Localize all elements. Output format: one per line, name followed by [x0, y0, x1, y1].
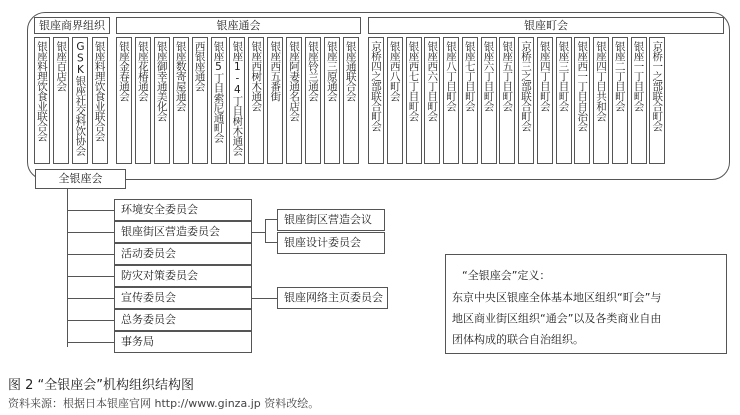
connector-sub-1	[265, 219, 277, 220]
street-member-6: 银座5丁目索尼通町会	[211, 37, 227, 164]
street-member-9: 银座西五番街	[267, 37, 283, 164]
commerce-member-4: 银座料理饮食业联合会	[92, 37, 108, 164]
street-member-11: 银座铃兰通会	[305, 37, 321, 164]
connector-sub-2	[265, 242, 277, 243]
street-member-12: 银座三原通会	[324, 37, 340, 164]
street-member-8: 银座西树木通会	[248, 37, 264, 164]
street-member-4: 银座数寄屋通会	[173, 37, 189, 164]
town-member-1: 京桥四之部联合町会	[368, 37, 384, 164]
branch-6	[67, 320, 114, 321]
connector-publicity	[252, 298, 277, 299]
town-member-13: 银座四丁目共和会	[593, 37, 609, 164]
branch-7	[67, 342, 114, 343]
town-member-7: 银座六丁目町会	[481, 37, 497, 164]
town-member-10: 银座四丁目町会	[537, 37, 553, 164]
town-member-2: 银座西八町会	[387, 37, 403, 164]
connector-sub-vertical	[265, 219, 266, 243]
street-member-5: 西银座通会	[192, 37, 208, 164]
town-member-8: 银座五丁目町会	[499, 37, 515, 164]
committee-1: 环境安全委员会	[114, 199, 252, 221]
committee-5: 宣传委员会	[114, 287, 252, 309]
committee-4: 防灾对策委员会	[114, 265, 252, 287]
group-header-street: 银座通会	[116, 17, 361, 34]
town-member-12: 银座西一丁目自治会	[574, 37, 590, 164]
branch-4	[67, 276, 114, 277]
figure-source: 资料来源：根据日本银座官网 http://www.ginza.jp 资料改绘。	[8, 397, 320, 410]
commerce-member-2: 银座百店会	[53, 37, 69, 164]
root-all-ginza-association	[35, 169, 126, 189]
group-header-commerce: 银座商界组织	[34, 17, 110, 34]
branch-3	[67, 254, 114, 255]
town-member-15: 银座一丁目町会	[631, 37, 647, 164]
town-member-9: 京桥三之部联合町会	[518, 37, 534, 164]
town-member-11: 银座三丁目町会	[556, 37, 572, 164]
town-member-3: 银座西七丁目町会	[406, 37, 422, 164]
committee-7: 事务局	[114, 331, 252, 353]
street-member-2: 银座花椿通会	[135, 37, 151, 164]
committee-6: 总务委员会	[114, 309, 252, 331]
root-label: 全银座会	[58, 172, 103, 185]
definition-line-1: 东京中央区银座全体基本地区组织“町会”与	[452, 291, 662, 304]
figure-caption: 图 2 “全银座会”机构组织结构图	[8, 378, 195, 393]
group-header-town: 银座町会	[368, 17, 724, 34]
definition-note	[445, 254, 727, 354]
trunk-line	[67, 189, 68, 347]
street-member-1: 银座金春通会	[116, 37, 132, 164]
street-member-10: 银座阿妻通名店会	[286, 37, 302, 164]
branch-2	[67, 232, 114, 233]
street-member-3: 银座御幸通美化会	[154, 37, 170, 164]
town-member-4: 银座西六丁目町会	[424, 37, 440, 164]
definition-line-2: 地区商业街区组织“通会”以及各类商业自由	[452, 312, 662, 325]
town-member-5: 银座八丁目町会	[443, 37, 459, 164]
branch-5	[67, 298, 114, 299]
commerce-member-1: 银座料理饮食业联合会	[34, 37, 50, 164]
town-member-14: 银座二丁目町会	[612, 37, 628, 164]
commerce-member-3: GSK银座社交料饮协会	[72, 37, 88, 164]
definition-line-3: 团体构成的联合自治组织。	[452, 333, 584, 346]
committee-2: 银座街区营造委员会	[114, 221, 252, 243]
connector-street-planning	[252, 232, 265, 233]
sub-committee-street-meeting: 银座街区营造会议	[277, 209, 385, 231]
definition-title: “全银座会”定义：	[462, 269, 551, 282]
town-member-6: 银座七丁目町会	[462, 37, 478, 164]
street-member-7: 银座1-4丁目树木通会	[229, 37, 245, 164]
sub-committee-web: 银座网络主页委员会	[277, 287, 388, 309]
committee-3: 活动委员会	[114, 243, 252, 265]
branch-1	[67, 210, 114, 211]
town-member-16: 京桥一之部联合町会	[649, 37, 665, 164]
sub-committee-design: 银座设计委员会	[277, 232, 385, 254]
street-member-13: 银座通联合会	[343, 37, 359, 164]
